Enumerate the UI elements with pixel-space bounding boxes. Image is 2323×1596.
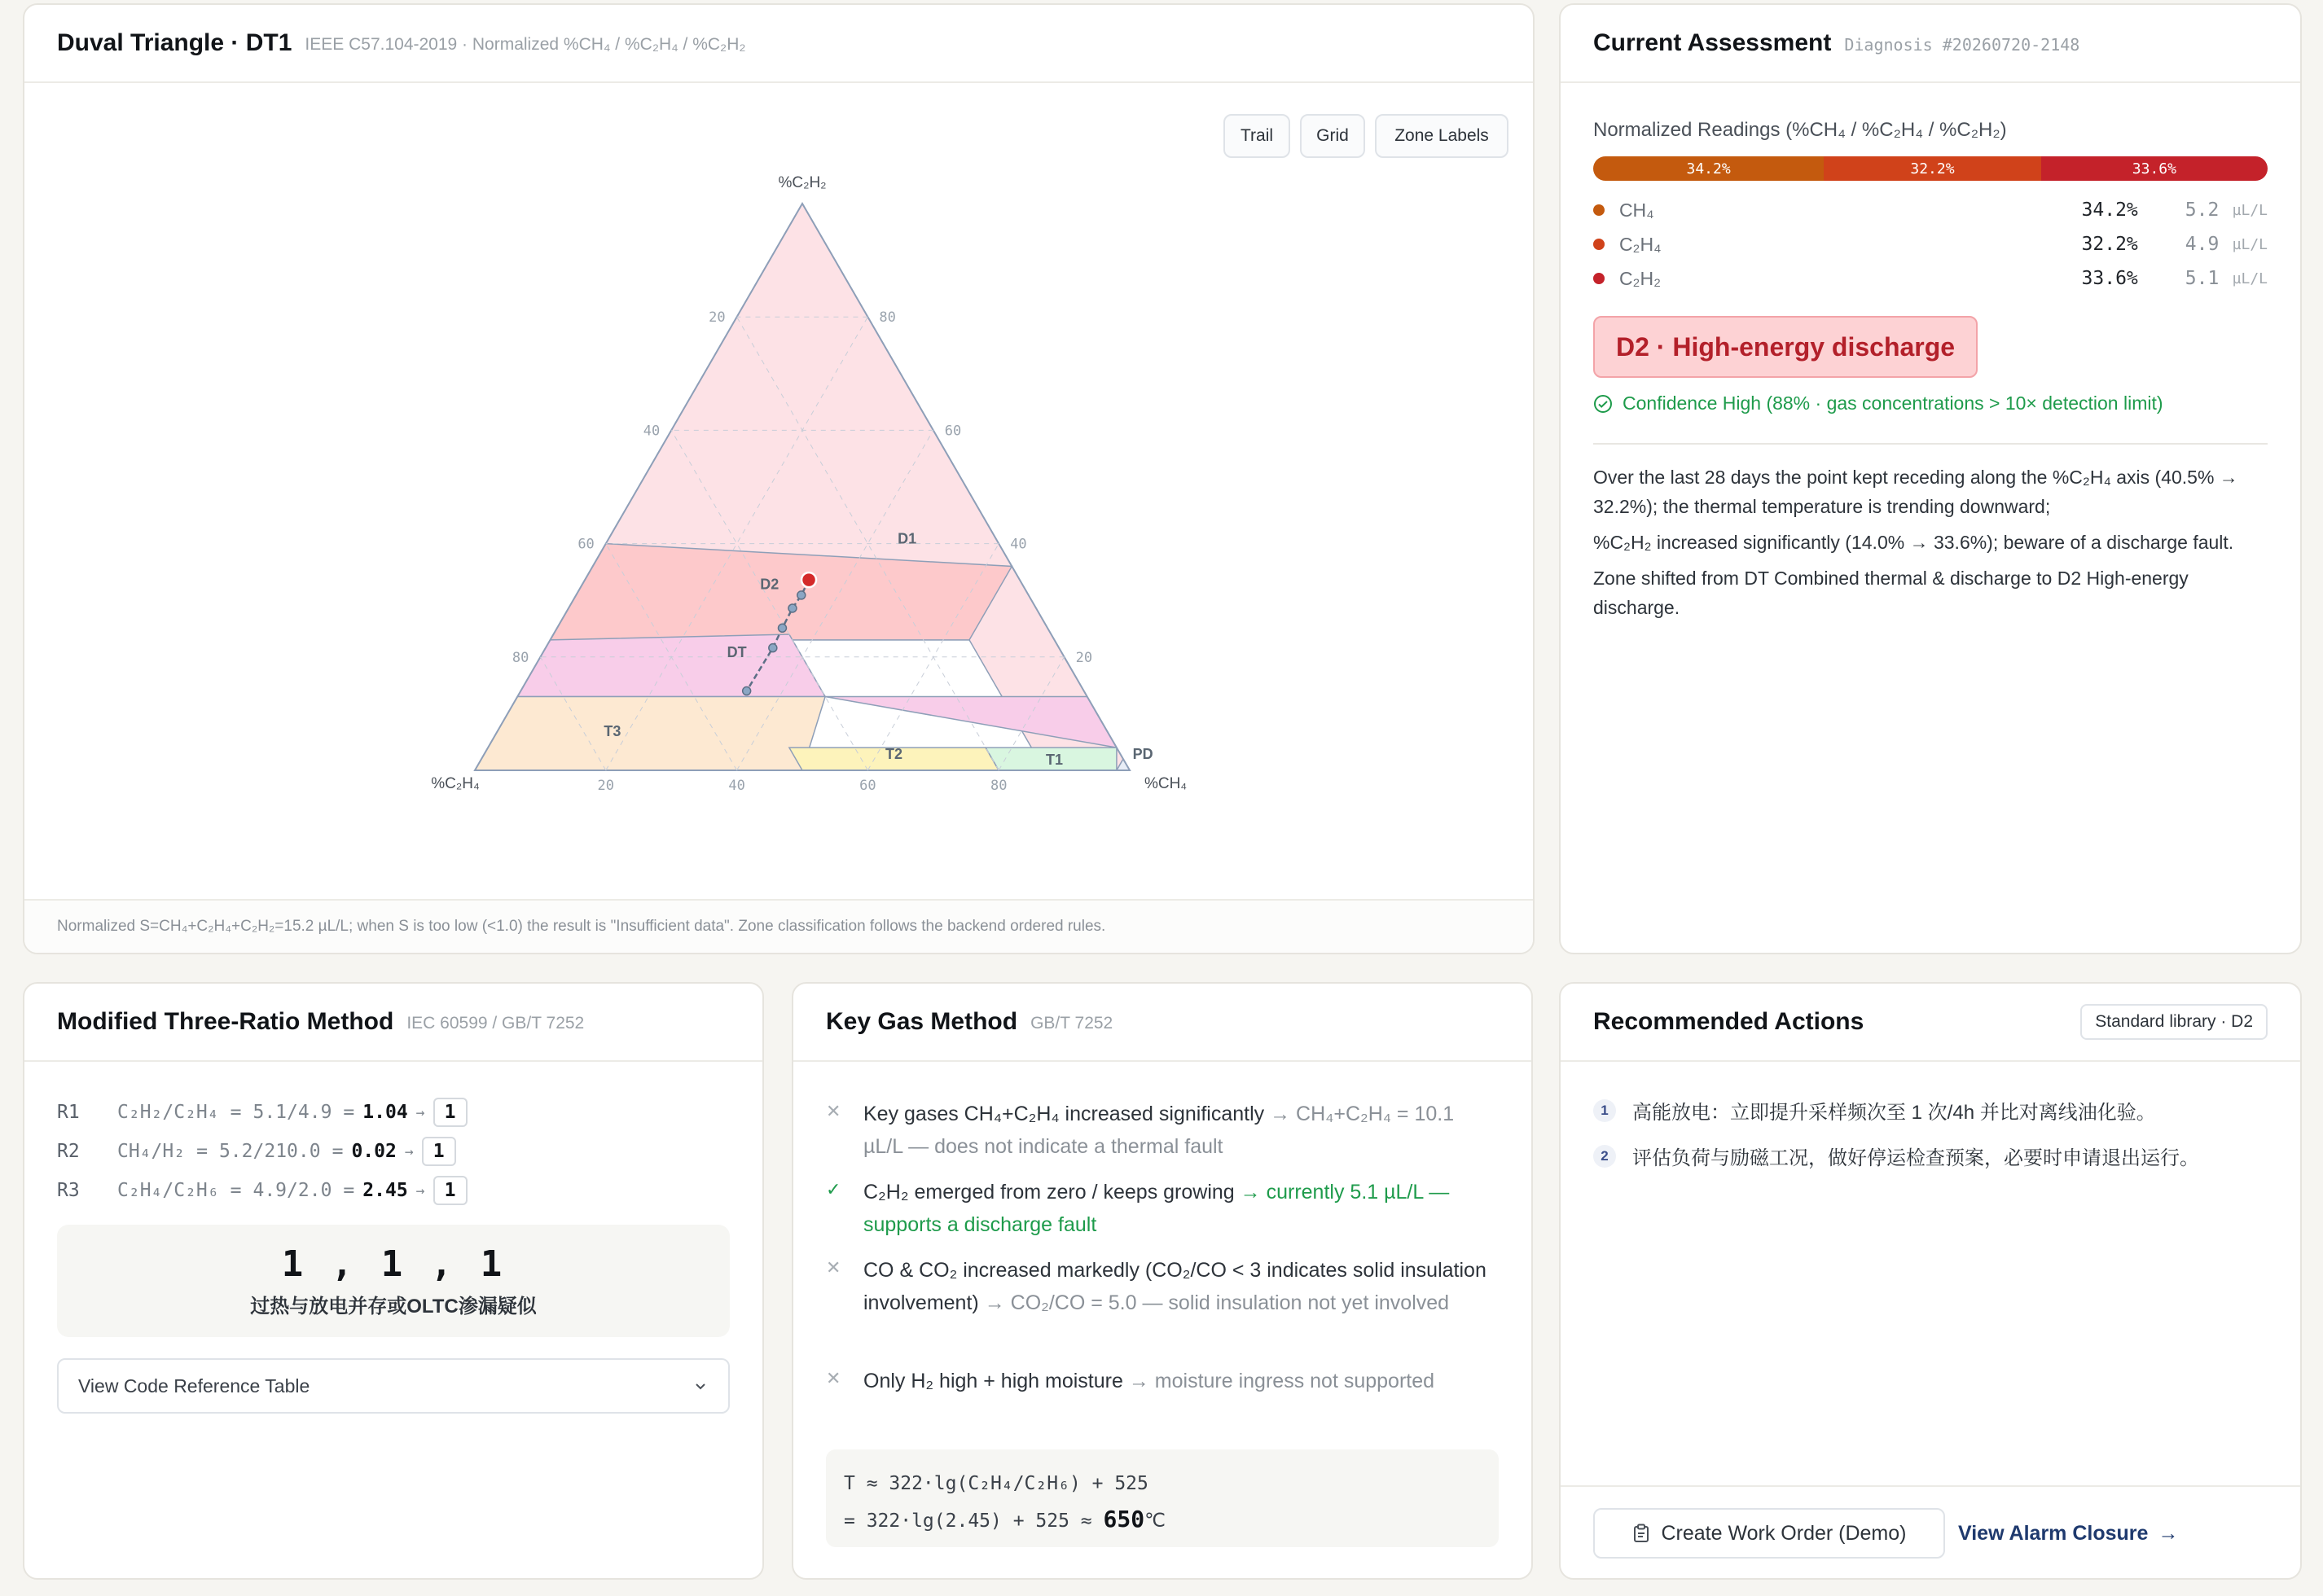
trail-point bbox=[743, 687, 751, 695]
alarm-link-label: View Alarm Closure bbox=[1958, 1521, 2149, 1545]
tick-label: 60 bbox=[944, 423, 962, 440]
criterion-text: CO & CO₂ increased markedly (CO₂/CO < 3 indicates solid insulation involvement) bbox=[863, 1259, 1486, 1314]
gas-name: CH₄ bbox=[1618, 199, 1654, 221]
trail-point bbox=[797, 591, 806, 599]
key-gas-title: Key Gas Method bbox=[826, 1008, 1018, 1035]
action-text: 高能放电：立即提升采样频次至 1 次/4h 并比对离线油化验。 bbox=[1632, 1102, 2156, 1124]
ratio-formula: C₂H₄/C₂H₆ bbox=[117, 1180, 219, 1201]
c2h4-color-dot bbox=[1593, 239, 1605, 250]
diagnosis-id: Diagnosis #20260720-2148 bbox=[1844, 35, 2080, 55]
criterion-detail: → CO₂/CO = 5.0 — solid insulation not yet involved bbox=[984, 1291, 1450, 1314]
duval-title: Duval Triangle · DT1 bbox=[57, 29, 292, 56]
ratio-label: R3 bbox=[57, 1180, 80, 1201]
reading-bar-segment: 32.2% bbox=[1824, 156, 2041, 181]
standard-library-badge: Standard library · D2 bbox=[2080, 1004, 2268, 1040]
code-result: 1 , 1 , 1 bbox=[281, 1243, 506, 1285]
criterion-detail: → currently 5.1 µL/L — supports a discharge fault bbox=[863, 1181, 1450, 1236]
criterion-detail: → CH₄+C₂H₄ = 10.1 µL/L — does not indicate a thermal fault bbox=[863, 1103, 1455, 1158]
gas-name: C₂H₄ bbox=[1618, 233, 1662, 255]
work-order-label: Create Work Order (Demo) bbox=[1661, 1521, 1907, 1545]
tick-label: 20 bbox=[597, 778, 615, 794]
ratio-value: 2.45 bbox=[362, 1180, 408, 1201]
tick-label: 40 bbox=[728, 778, 745, 794]
formula-line-1: T ≈ 322·lg(C₂H₄/C₂H₆) + 525 bbox=[844, 1473, 1148, 1494]
ratio-formula: C₂H₂/C₂H₄ bbox=[117, 1102, 219, 1123]
gas-unit: µL/L bbox=[2232, 201, 2268, 219]
cross-icon: ✕ bbox=[826, 1101, 841, 1121]
zone-label-t3: T3 bbox=[604, 723, 621, 740]
assessment-title: Current Assessment bbox=[1593, 29, 1832, 56]
duval-triangle-plot bbox=[24, 83, 1535, 930]
assessment-header bbox=[1561, 5, 2300, 83]
zone-label-d2: D2 bbox=[760, 576, 779, 593]
actions-title: Recommended Actions bbox=[1593, 1008, 1864, 1035]
formula-expression: = 322·lg(2.45) + 525 ≈ bbox=[844, 1510, 1104, 1532]
divider bbox=[1593, 443, 2268, 445]
zone-label-pd: PD bbox=[1132, 746, 1153, 763]
zone-label-d1: D1 bbox=[898, 530, 917, 547]
ratio-label: R2 bbox=[57, 1141, 80, 1162]
ratio-code: 1 bbox=[433, 1176, 468, 1205]
tick-label: 60 bbox=[577, 536, 595, 553]
trail-point bbox=[778, 624, 786, 632]
three-ratio-card bbox=[23, 982, 764, 1580]
three-ratio-title: Modified Three-Ratio Method bbox=[57, 1008, 394, 1035]
key-gas-card bbox=[792, 982, 1533, 1580]
key-gas-subtitle: GB/T 7252 bbox=[1030, 1014, 1113, 1033]
actions-footer-divider bbox=[1561, 1485, 2300, 1487]
duval-card-header bbox=[24, 5, 1533, 83]
assessment-card bbox=[1559, 3, 2302, 954]
zone-label-dt: DT bbox=[727, 643, 747, 660]
ratio-row-r2 bbox=[57, 1137, 456, 1166]
legend-row-c2h4 bbox=[1593, 230, 2268, 259]
legend-row-ch4 bbox=[1593, 195, 2268, 225]
key-gas-criterion bbox=[826, 1098, 1499, 1163]
code-reference-select[interactable] bbox=[57, 1358, 730, 1414]
key-gas-criterion bbox=[826, 1365, 1499, 1397]
tick-label: 20 bbox=[709, 309, 726, 327]
tick-label: 80 bbox=[990, 778, 1008, 794]
formula-line-2 bbox=[844, 1502, 1481, 1539]
key-gas-header bbox=[793, 984, 1531, 1062]
trend-note: Zone shifted from DT Combined thermal & discharge to D2 High-energy discharge. bbox=[1593, 568, 2189, 618]
ratio-expression: 5.1/4.9 bbox=[253, 1102, 332, 1123]
duval-subtitle: IEEE C57.104-2019 · Normalized %CH₄ / %C₂H₄ / %C₂H₂ bbox=[305, 35, 746, 54]
reading-bar-segment: 33.6% bbox=[2041, 156, 2268, 181]
key-gas-criterion bbox=[826, 1176, 1499, 1241]
clipboard-icon bbox=[1632, 1524, 1650, 1543]
confidence-row bbox=[1593, 392, 2163, 414]
arrow-icon: → bbox=[415, 1182, 425, 1199]
equals-sign: = bbox=[332, 1141, 344, 1162]
ch4-color-dot bbox=[1593, 204, 1605, 216]
action-item bbox=[1593, 1142, 2276, 1170]
key-gas-criterion bbox=[826, 1254, 1499, 1319]
gas-unit: µL/L bbox=[2232, 235, 2268, 253]
current-point bbox=[801, 572, 816, 587]
equals-sign: = bbox=[343, 1180, 355, 1201]
ratio-formula: CH₄/H₂ bbox=[117, 1141, 186, 1162]
trend-note: Over the last 28 days the point kept receding along the %C₂H₄ axis (40.5% → 32.2%); the thermal temperature is trending downward; bbox=[1593, 467, 2238, 517]
ratio-label: R1 bbox=[57, 1102, 80, 1123]
select-label: View Code Reference Table bbox=[78, 1375, 310, 1396]
cross-icon: ✕ bbox=[826, 1257, 841, 1278]
ratio-code: 1 bbox=[433, 1098, 468, 1127]
check-icon: ✓ bbox=[826, 1179, 841, 1199]
axis-label-c2h4: %C₂H₄ bbox=[431, 775, 480, 792]
tick-label: 80 bbox=[512, 649, 529, 666]
formula-result: 650 bbox=[1103, 1506, 1145, 1532]
equals-sign: = bbox=[343, 1102, 355, 1123]
reading-bar-segment: 34.2% bbox=[1593, 156, 1824, 181]
zone-dt bbox=[517, 634, 825, 697]
gas-concentration: 5.1 bbox=[2185, 268, 2220, 289]
action-number: 1 bbox=[1593, 1099, 1616, 1122]
gas-name: C₂H₂ bbox=[1618, 267, 1662, 289]
action-text: 评估负荷与励磁工况，做好停运检查预案，必要时申请退出运行。 bbox=[1632, 1147, 2199, 1169]
code-result-box bbox=[57, 1225, 730, 1337]
arrow-right-icon: → bbox=[2158, 1521, 2179, 1545]
gas-percent: 33.6% bbox=[2081, 268, 2138, 289]
zone-label-t2: T2 bbox=[885, 746, 903, 763]
view-alarm-closure-link[interactable] bbox=[1958, 1508, 2178, 1559]
action-number: 2 bbox=[1593, 1145, 1616, 1168]
trend-note: %C₂H₂ increased significantly (14.0% → 33.6%); beware of a discharge fault. bbox=[1593, 532, 2234, 553]
create-work-order-button[interactable] bbox=[1593, 1508, 1945, 1559]
three-ratio-header bbox=[24, 984, 762, 1062]
readings-label: Normalized Readings (%CH₄ / %C₂H₄ / %C₂H₂) bbox=[1593, 119, 2007, 141]
arrow-icon: → bbox=[415, 1103, 425, 1121]
chevron-down-icon bbox=[692, 1378, 709, 1394]
grid-toggle-button[interactable]: Grid bbox=[1300, 114, 1365, 158]
tick-label: 60 bbox=[859, 778, 876, 794]
gas-percent: 32.2% bbox=[2081, 234, 2138, 255]
zone-labels-toggle-button[interactable]: Zone Labels bbox=[1375, 114, 1508, 158]
criterion-detail: → moisture ingress not supported bbox=[1128, 1370, 1435, 1392]
arrow-icon: → bbox=[404, 1142, 414, 1160]
ratio-expression: 4.9/2.0 bbox=[253, 1180, 332, 1201]
trail-point bbox=[788, 604, 797, 612]
ratio-value: 1.04 bbox=[362, 1102, 408, 1123]
check-circle-icon bbox=[1593, 394, 1613, 414]
action-item bbox=[1593, 1096, 2276, 1125]
cross-icon: ✕ bbox=[826, 1368, 841, 1388]
tick-label: 20 bbox=[1075, 649, 1093, 666]
confidence-text: Confidence High (88% · gas concentrations > 10× detection limit) bbox=[1623, 392, 2163, 414]
gas-percent: 34.2% bbox=[2081, 200, 2138, 221]
gas-unit: µL/L bbox=[2232, 270, 2268, 287]
trail-toggle-button[interactable]: Trail bbox=[1223, 114, 1290, 158]
criterion-text: Only H₂ high + high moisture bbox=[863, 1370, 1123, 1392]
equals-sign: = bbox=[230, 1180, 242, 1201]
duval-triangle-card bbox=[23, 3, 1535, 954]
actions-card bbox=[1559, 982, 2302, 1580]
ratio-expression: 5.2/210.0 bbox=[218, 1141, 321, 1162]
normalized-readings-bar bbox=[1593, 156, 2268, 181]
temperature-formula-box bbox=[826, 1449, 1499, 1547]
formula-unit: ℃ bbox=[1144, 1510, 1166, 1532]
axis-label-ch4: %CH₄ bbox=[1144, 775, 1188, 792]
ratio-row-r1 bbox=[57, 1098, 468, 1127]
ratio-row-r3 bbox=[57, 1176, 468, 1205]
criterion-text: Key gases CH₄+C₂H₄ increased significantly bbox=[863, 1103, 1265, 1125]
gas-concentration: 4.9 bbox=[2185, 234, 2220, 255]
actions-header bbox=[1561, 984, 2300, 1062]
trend-notes bbox=[1593, 463, 2268, 622]
equals-sign: = bbox=[196, 1141, 208, 1162]
criterion-text: C₂H₂ emerged from zero / keeps growing bbox=[863, 1181, 1235, 1204]
code-meaning: 过热与放电并存或OLTC渗漏疑似 bbox=[250, 1296, 537, 1318]
zone-label-t1: T1 bbox=[1046, 752, 1064, 769]
c2h2-color-dot bbox=[1593, 273, 1605, 284]
axis-label-c2h2: %C₂H₂ bbox=[778, 174, 827, 191]
three-ratio-subtitle: IEC 60599 / GB/T 7252 bbox=[406, 1014, 585, 1033]
diagnosis-badge: D2 · High-energy discharge bbox=[1593, 316, 1978, 378]
zone-dt-lower bbox=[825, 697, 1117, 748]
duval-footnote: Normalized S=CH₄+C₂H₄+C₂H₂=15.2 µL/L; when S is too low (<1.0) the result is "Insufficient data". Zone classification follows the backend ordered rules. bbox=[24, 899, 1533, 953]
tick-label: 40 bbox=[1010, 536, 1027, 553]
legend-row-c2h2 bbox=[1593, 264, 2268, 293]
ratio-value: 0.02 bbox=[351, 1141, 397, 1162]
tick-label: 80 bbox=[879, 309, 896, 327]
equals-sign: = bbox=[230, 1102, 242, 1123]
gas-concentration: 5.2 bbox=[2185, 200, 2220, 221]
trail-point bbox=[769, 644, 777, 652]
tick-label: 40 bbox=[643, 423, 661, 440]
ratio-code: 1 bbox=[422, 1137, 456, 1166]
